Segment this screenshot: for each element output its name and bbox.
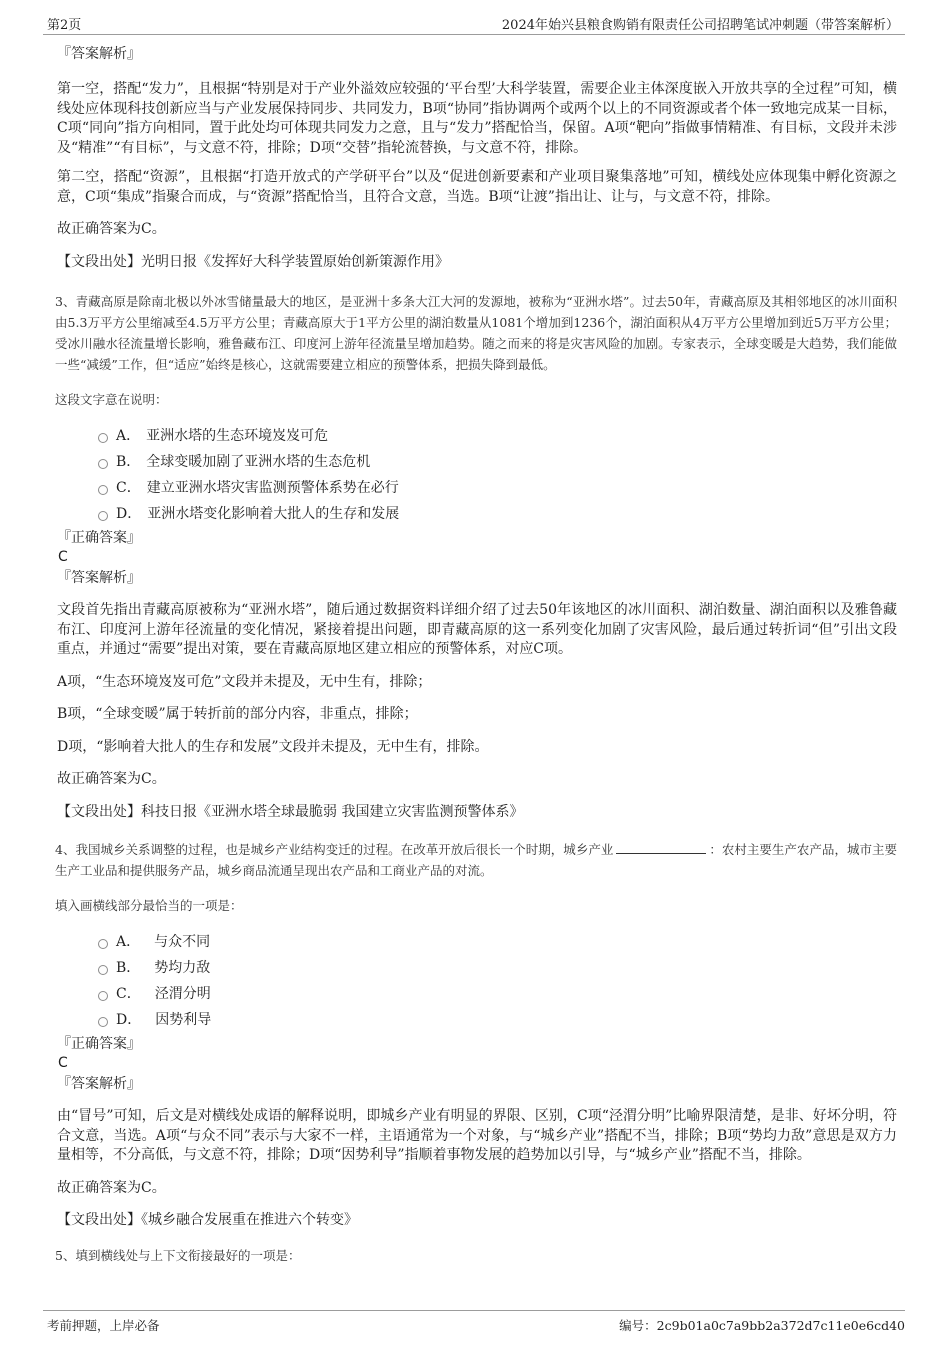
- radio-button-icon[interactable]: [98, 1017, 108, 1027]
- conclusion-text: 故正确答案为C。: [57, 1179, 166, 1196]
- radio-button-icon[interactable]: [98, 965, 108, 975]
- option-c[interactable]: C． 建立亚洲水塔灾害监测预警体系势在必行: [98, 475, 897, 501]
- option-text: 因势利导: [155, 1012, 212, 1028]
- radio-button-icon[interactable]: [98, 459, 108, 469]
- source-citation: 【文段出处】《城乡融合发展重在推进六个转变》: [57, 1212, 358, 1228]
- option-d[interactable]: D． 亚洲水塔变化影响着大批人的生存和发展: [98, 501, 897, 527]
- correct-answer-label: 『正确答案』: [57, 530, 141, 546]
- option-text: 亚洲水塔变化影响着大批人的生存和发展: [147, 506, 400, 522]
- analysis-label: 『答案解析』: [57, 570, 141, 586]
- question-4-options: [57, 929, 897, 1033]
- radio-button-icon[interactable]: [98, 991, 108, 1001]
- analysis-paragraph: 由“冒号”可知，后文是对横线处成语的解释说明，即城乡产业有明显的界限、区别，C项“泾渭分明”比喻界限清楚，是非、好坏分明，符合文意，当选。A项“与众不同”表示与大家不一样，主语通常为一个对象，与“城乡产业”搭配不当，排除；B项“势均力敌”意思是双方力量相等，不分高低，与文意不符，排除；D项“因势利导”指顺着事物发展的趋势加以引导，与“城乡产业”搭配不当，排除。: [57, 1108, 897, 1163]
- question-3-prompt: 这段文字意在说明：: [55, 392, 168, 407]
- fill-in-blank: [616, 842, 706, 854]
- radio-button-icon[interactable]: [98, 485, 108, 495]
- question-4-prompt: 填入画横线部分最恰当的一项是：: [55, 898, 243, 913]
- option-text: 全球变暖加剧了亚洲水塔的生态危机: [146, 454, 371, 470]
- page-footer: [43, 1310, 905, 1335]
- document-title: 2024年始兴县粮食购销有限责任公司招聘笔试冲刺题（带答案解析）: [501, 18, 899, 33]
- source-citation: 【文段出处】科技日报《亚洲水塔全球最脆弱 我国建立灾害监测预警体系》: [57, 803, 524, 820]
- analysis-option-a: A项，“生态环境岌岌可危”文段并未提及，无中生有，排除；: [57, 673, 432, 690]
- page-content: [57, 44, 897, 1266]
- page-header: [43, 12, 905, 35]
- option-text: 泾渭分明: [154, 986, 211, 1002]
- analysis-option-d: D项，“影响着大批人的生存和发展”文段并未提及，无中生有，排除。: [57, 738, 489, 755]
- question-5-stem: 5、填到横线处与上下文衔接最好的一项是：: [55, 1247, 301, 1263]
- analysis-label: 『答案解析』: [57, 1076, 141, 1092]
- question-3-stem: 3、青藏高原是除南北极以外冰雪储量最大的地区，是亚洲十多条大江大河的发源地，被称为“亚洲水塔”。过去50年，青藏高原及其相邻地区的冰川面积由5.3万平方公里缩减至4.5万平方公里；青藏高原大于1平方公里的湖泊数量从1081个增加到1236个，湖泊面积从4万平方公里增加到近5万平方公里；受冰川融水径流量增长影响，雅鲁藏布江、印度河上游年径流量呈增加趋势。随之而来的将是灾害风险的加剧。专家表示，全球变暖是大趋势，我们能做一些“减缓”工作，但“适应”始终是核心，这就需要建立相应的预警体系，把损失降到最低。: [55, 294, 897, 372]
- radio-button-icon[interactable]: [98, 939, 108, 949]
- footer-slogan: 考前押题，上岸必备: [47, 1318, 160, 1333]
- document-id: 编号：2c9b01a0c7a9bb2a372d7c11e0e6cd40: [619, 1318, 905, 1333]
- option-d[interactable]: D． 因势利导: [98, 1007, 897, 1033]
- page-number: 第2页: [47, 18, 82, 33]
- option-c[interactable]: C． 泾渭分明: [98, 981, 897, 1007]
- question-4-stem: 4、我国城乡关系调整的过程，也是城乡产业结构变迁的过程。在改革开放后很长一个时期，城乡产业 ：农村主要生产农产品，城市主要生产工业品和提供服务产品，城乡商品流通呈现出农产品和工商业产品的对流。: [55, 842, 897, 878]
- correct-answer-label: 『正确答案』: [57, 1036, 141, 1052]
- analysis-paragraph: 第二空，搭配“资源”，且根据“打造开放式的产学研平台”以及“促进创新要素和产业项目聚集落地”可知，横线处应体现集中孵化资源之意，C项“集成”指聚合而成，与“资源”搭配恰当，且符合文意，当选。B项“让渡”指出让、让与，与文意不符，排除。: [57, 169, 897, 205]
- option-b[interactable]: B． 势均力敌: [98, 955, 897, 981]
- radio-button-icon[interactable]: [98, 433, 108, 443]
- option-text: 势均力敌: [154, 960, 211, 976]
- correct-answer-value: C: [58, 549, 68, 565]
- analysis-label: 『答案解析』: [57, 46, 141, 62]
- option-a[interactable]: A． 亚洲水塔的生态环境岌岌可危: [98, 423, 897, 449]
- option-text: 亚洲水塔的生态环境岌岌可危: [146, 428, 329, 444]
- option-b[interactable]: B． 全球变暖加剧了亚洲水塔的生态危机: [98, 449, 897, 475]
- conclusion-text: 故正确答案为C。: [57, 771, 166, 787]
- conclusion-text: 故正确答案为C。: [57, 221, 166, 237]
- option-a[interactable]: A． 与众不同: [98, 929, 897, 955]
- radio-button-icon[interactable]: [98, 511, 108, 521]
- analysis-paragraph: 第一空，搭配“发力”，且根据“特别是对于产业外溢效应较强的‘平台型’大科学装置，需要企业主体深度嵌入开放共享的全过程”可知，横线处应体现科技创新应当与产业发展保持同步、共同发力，B项“协同”指协调两个或两个以上的不同资源或者个体一致地完成某一目标，C项“同向”指方向相同，置于此处均可体现共同发力之意，且与“发力”搭配恰当，保留。A项“靶向”指做事情精准、有目标，文段并未涉及“精准”“有目标”，与文意不符，排除；D项“交替”指轮流替换，与文意不符，排除。: [57, 81, 897, 156]
- analysis-option-b: B项，“全球变暖”属于转折前的部分内容，非重点，排除；: [57, 706, 418, 722]
- option-text: 与众不同: [154, 934, 211, 950]
- option-text: 建立亚洲水塔灾害监测预警体系势在必行: [146, 480, 399, 496]
- analysis-paragraph: 文段首先指出青藏高原被称为“亚洲水塔”，随后通过数据资料详细介绍了过去50年该地区的冰川面积、湖泊数量、湖泊面积以及雅鲁藏布江、印度河上游年径流量的变化情况，紧接着提出问题，即青藏高原的这一系列变化加剧了灾害风险，最后通过转折词“但”引出文段重点，并通过“需要”提出对策，要在青藏高原地区建立相应的预警体系，对应C项。: [57, 602, 897, 657]
- question-3-options: [57, 423, 897, 527]
- source-citation: 【文段出处】光明日报《发挥好大科学装置原始创新策源作用》: [57, 253, 449, 270]
- correct-answer-value: C: [58, 1055, 68, 1071]
